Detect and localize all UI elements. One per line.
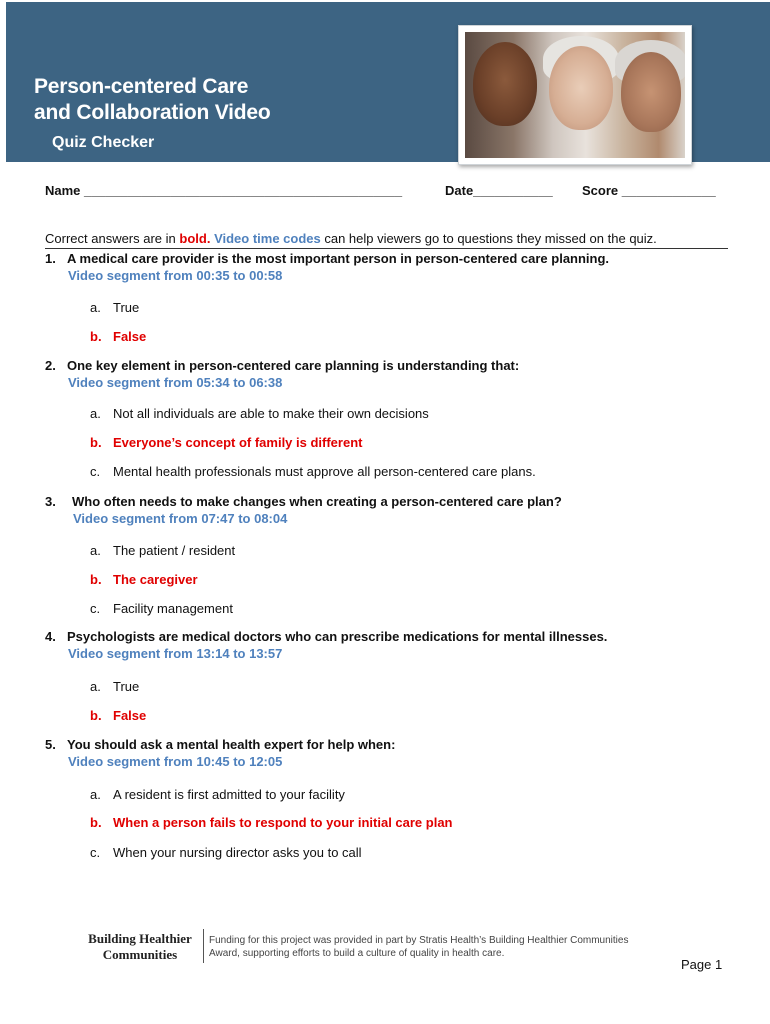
option-text: True (113, 679, 140, 694)
option-1a (90, 300, 139, 315)
question-text: You should ask a mental health expert for help when: (67, 737, 396, 752)
option-text: When a person fails to respond to your initial care plan (113, 815, 453, 830)
option-2b-correct (90, 435, 362, 450)
title-line-2: and Collaboration Video (34, 101, 271, 124)
document-subtitle: Quiz Checker (52, 134, 155, 151)
option-letter: a. (90, 406, 101, 421)
building-healthier-communities-logo (84, 931, 196, 963)
question-4 (45, 629, 607, 644)
option-letter: b. (90, 329, 102, 344)
option-2c (90, 464, 536, 479)
legend-bold-word: bold. (179, 231, 211, 246)
option-text: A resident is first admitted to your facility (113, 787, 345, 802)
option-1b-correct (90, 329, 146, 344)
answer-legend (45, 231, 735, 246)
option-5b-correct (90, 815, 453, 830)
person-face-2 (549, 46, 613, 130)
video-segment-2: Video segment from 05:34 to 06:38 (68, 375, 283, 390)
option-letter: c. (90, 601, 101, 616)
option-text: Not all individuals are able to make their own decisions (113, 406, 429, 421)
document-title (34, 74, 271, 126)
option-letter: a. (90, 543, 101, 558)
legend-codes-label: Video time codes (214, 231, 321, 246)
option-4b-correct (90, 708, 146, 723)
name-field[interactable]: Name ____________________________________________ (45, 183, 403, 198)
option-letter: c. (90, 464, 101, 479)
footer-divider (203, 929, 204, 963)
question-number: 3. (45, 494, 56, 509)
video-segment-3: Video segment from 07:47 to 08:04 (73, 511, 288, 526)
option-2a (90, 406, 429, 421)
question-text: Who often needs to make changes when creating a person-centered care plan? (72, 494, 562, 509)
photo-image (465, 32, 685, 158)
score-field[interactable]: Score _____________ (582, 183, 716, 198)
option-letter: b. (90, 815, 102, 830)
title-line-1: Person-centered Care (34, 75, 249, 98)
question-5 (45, 737, 395, 752)
option-4a (90, 679, 139, 694)
legend-prefix: Correct answers are in (45, 231, 180, 246)
option-text: False (113, 329, 147, 344)
question-number: 2. (45, 358, 56, 373)
option-text: Everyone’s concept of family is different (113, 435, 363, 450)
option-letter: b. (90, 435, 102, 450)
question-number: 5. (45, 737, 56, 752)
option-letter: a. (90, 787, 101, 802)
option-text: Mental health professionals must approve all person-centered care plans. (113, 464, 536, 479)
question-text: Psychologists are medical doctors who can prescribe medications for mental illnesses. (67, 629, 608, 644)
video-segment-5: Video segment from 10:45 to 12:05 (68, 754, 283, 769)
logo-line-2: Communities (102, 947, 178, 962)
question-2 (45, 358, 519, 373)
option-letter: c. (90, 845, 101, 860)
option-5c (90, 845, 362, 860)
option-text: The patient / resident (113, 543, 236, 558)
option-5a (90, 787, 345, 802)
funding-line-2: Award, supporting efforts to build a culture of quality in health care. (209, 948, 505, 959)
funding-statement (209, 934, 628, 960)
seniors-photo (458, 25, 692, 165)
option-text: When your nursing director asks you to call (113, 845, 362, 860)
question-text: A medical care provider is the most important person in person-centered care planning. (67, 251, 610, 266)
option-letter: a. (90, 679, 101, 694)
option-text: True (113, 300, 140, 315)
option-text: The caregiver (113, 572, 198, 587)
option-text: Facility management (113, 601, 233, 616)
question-number: 4. (45, 629, 56, 644)
option-letter: b. (90, 572, 102, 587)
question-3 (45, 494, 562, 509)
option-3c (90, 601, 233, 616)
legend-suffix: can help viewers go to questions they missed on the quiz. (320, 231, 657, 246)
video-segment-1: Video segment from 00:35 to 00:58 (68, 268, 283, 283)
option-3b-correct (90, 572, 198, 587)
question-text: One key element in person-centered care planning is understanding that: (67, 358, 520, 373)
option-text: False (113, 708, 147, 723)
page-number: Page 1 (681, 957, 723, 972)
option-letter: a. (90, 300, 101, 315)
divider (45, 248, 728, 249)
funding-line-1: Funding for this project was provided in part by Stratis Health’s Building Healthier Communities (209, 935, 629, 946)
person-face-3 (621, 52, 681, 132)
question-number: 1. (45, 251, 56, 266)
logo-line-1: Building Healthier (88, 931, 192, 946)
option-3a (90, 543, 235, 558)
date-field[interactable]: Date___________ (445, 183, 553, 198)
video-segment-4: Video segment from 13:14 to 13:57 (68, 646, 283, 661)
option-letter: b. (90, 708, 102, 723)
person-face-1 (473, 42, 537, 126)
question-1 (45, 251, 609, 266)
